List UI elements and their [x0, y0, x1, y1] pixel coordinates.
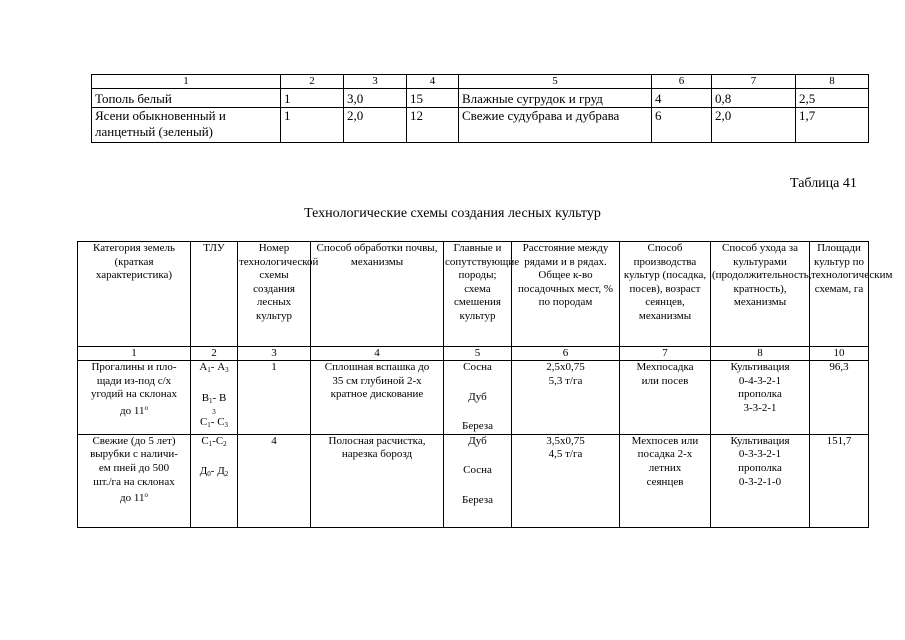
species-table [91, 74, 869, 143]
table-cell: 2,0 [712, 108, 796, 143]
table-number: Таблица 41 [790, 176, 857, 191]
category-line: Свежие (до 5 лет) [92, 434, 176, 447]
scheme-number-cell: 4 [238, 434, 311, 527]
category-line: ем пней до 500 [98, 461, 170, 474]
method-line: Мехпосев или [631, 434, 699, 447]
method-line: или посев [641, 374, 689, 387]
method-line: посадка 2-х [637, 448, 693, 461]
method-line: Мехпосадка [636, 361, 694, 373]
table-cell: 1,7 [796, 108, 869, 143]
column-number: 2 [281, 75, 344, 89]
table-cell: 0,8 [712, 89, 796, 108]
header-production-method: Способ производства культур (посадка, посев), возраст сеянцев, механизмы [620, 242, 711, 347]
care-cell [711, 361, 810, 435]
table-cell: 2,0 [344, 108, 407, 143]
header-scheme-number: Номер технологической схемы создания лесных культур [238, 242, 311, 347]
column-numbers-row [78, 347, 869, 361]
column-number: 7 [712, 75, 796, 89]
table-cell: Ясени обыкновенный и ланцетный (зеленый) [92, 108, 281, 143]
species-name: Дуб [468, 434, 487, 447]
area-cell: 151,7 [810, 434, 869, 527]
category-line: Прогалины и пло- [91, 361, 177, 373]
column-number: 6 [652, 75, 712, 89]
column-number: 1 [92, 75, 281, 89]
care-line: Культивация [730, 361, 790, 373]
table-cell: 4 [652, 89, 712, 108]
table-cell: Свежие судубрава и дубрава [459, 108, 652, 143]
tlu-line: 3 [212, 408, 216, 417]
category-line: шт./га на склонах [93, 475, 175, 488]
table-header-row [78, 242, 869, 347]
table-cell: 6 [652, 108, 712, 143]
spacing-line: 5,3 т/га [548, 374, 583, 387]
technology-schemes-table [77, 241, 893, 528]
table-cell: Тополь белый [92, 89, 281, 108]
category-cell [78, 361, 191, 435]
care-cell [711, 434, 810, 527]
table-cell: 1 [281, 108, 344, 143]
soil-line: Полосная расчистка, [328, 434, 426, 447]
care-line: 0-3-2-1-0 [738, 475, 782, 488]
scheme-number-cell: 1 [238, 361, 311, 435]
column-number: 8 [796, 75, 869, 89]
soil-cell [311, 361, 444, 435]
care-line: Культивация [730, 434, 790, 447]
table-cell: 2,5 [796, 89, 869, 108]
category-line: до $11^о$ [120, 403, 148, 417]
header-spacing: Расстояние между рядами и в рядах. Общее к-во посадочных мест, % по породам [512, 242, 620, 347]
method-cell [620, 361, 711, 435]
table-row [92, 108, 869, 143]
tlu-cell [191, 361, 238, 435]
method-cell [620, 434, 711, 527]
species-cell [444, 434, 512, 527]
column-number: 3 [238, 347, 311, 361]
column-number: 10 [810, 347, 869, 361]
header-tlu: ТЛУ [191, 242, 238, 347]
header-care-method: Способ ухода за культурами (продолжительность, кратность), механизмы [711, 242, 810, 347]
tlu-line: $А_1-$ $А_3$ [199, 361, 229, 374]
table-row [78, 361, 869, 435]
spacing-cell [512, 361, 620, 435]
table-header-row [92, 75, 869, 89]
column-number: 5 [459, 75, 652, 89]
care-line: 3-3-2-1 [743, 401, 777, 414]
header-area: Площади культур по технологическим схемам, га [810, 242, 869, 347]
care-line: прополка [738, 461, 782, 474]
column-number: 2 [191, 347, 238, 361]
column-number: 7 [620, 347, 711, 361]
header-soil-treatment: Способ обработки почвы, механизмы [311, 242, 444, 347]
column-number: 1 [78, 347, 191, 361]
column-number: 3 [344, 75, 407, 89]
table-cell: 12 [407, 108, 459, 143]
soil-line: 35 см глубиной 2-х [332, 374, 422, 387]
table-cell: 1 [281, 89, 344, 108]
species-cell [444, 361, 512, 435]
species-name: Сосна [463, 361, 492, 373]
table-title: Технологические схемы создания лесных культур [304, 206, 601, 221]
species-name: Береза [462, 420, 493, 433]
column-number: 4 [407, 75, 459, 89]
tlu-line: $В_1-$ В [201, 391, 227, 405]
care-line: 0-4-3-2-1 [738, 374, 782, 387]
species-name: Сосна [463, 464, 492, 477]
category-cell [78, 434, 191, 527]
method-line: летних [648, 461, 682, 474]
tlu-line: $Д_0-$ $Д_2$ [199, 465, 229, 479]
spacing-line: 3,5x0,75 [546, 434, 585, 447]
soil-line: Сплошная вспашка до [324, 361, 430, 373]
care-line: прополка [738, 388, 782, 401]
category-line: угодий на склонах [90, 388, 178, 401]
column-number: 4 [311, 347, 444, 361]
header-species: Главные и сопутствующие породы; схема смешения культур [444, 242, 512, 347]
care-line: 0-3-3-2-1 [738, 448, 782, 461]
species-name: Дуб [468, 390, 487, 403]
column-number: 5 [444, 347, 512, 361]
spacing-cell [512, 434, 620, 527]
tlu-line: $С_1-$ $С_3$ [199, 416, 229, 430]
column-number: 6 [512, 347, 620, 361]
table-cell: 15 [407, 89, 459, 108]
table-row [92, 89, 869, 108]
soil-cell [311, 434, 444, 527]
tlu-cell [191, 434, 238, 527]
spacing-line: 2,5x0,75 [546, 361, 585, 373]
soil-line: кратное дискование [330, 388, 424, 401]
category-line: вырубки с наличи- [90, 448, 178, 461]
table-cell: 3,0 [344, 89, 407, 108]
soil-line: нарезка борозд [341, 448, 413, 461]
category-line: до $11^о$ [120, 491, 148, 505]
area-cell: 96,3 [810, 361, 869, 435]
method-line: сеянцев [646, 475, 684, 488]
column-number: 8 [711, 347, 810, 361]
species-name: Береза [462, 493, 493, 506]
header-category: Категория земель (краткая характеристика) [78, 242, 191, 347]
tlu-line: $С_1-С_2$ [201, 434, 227, 448]
table-row [78, 434, 869, 527]
category-line: щади из-под с/х [96, 374, 172, 387]
spacing-line: 4,5 т/га [548, 448, 583, 461]
table-cell: Влажные сугрудок и груд [459, 89, 652, 108]
